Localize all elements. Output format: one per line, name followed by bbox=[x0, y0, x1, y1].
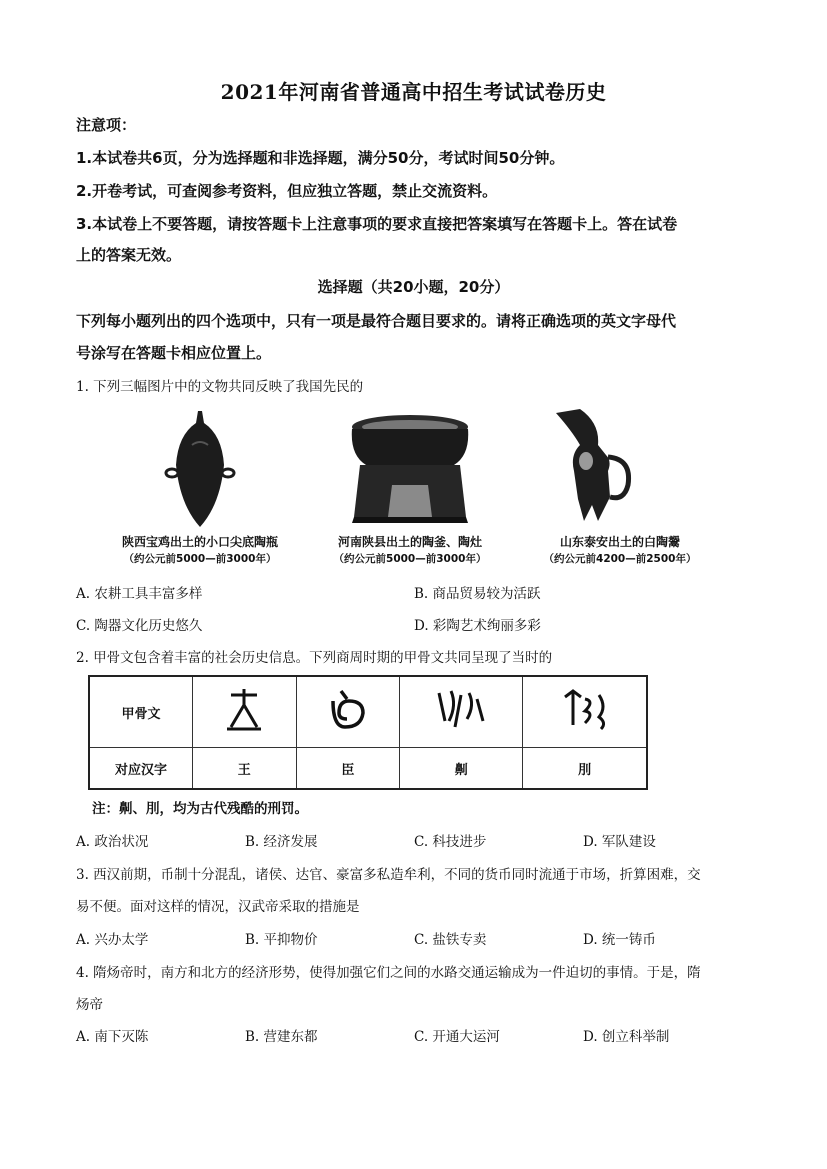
section-instruction-1: 下列每小题列出的四个选项中，只有一项是最符合题目要求的。请将正确选项的英文字母代 bbox=[76, 312, 677, 330]
q2-stem: 2. 甲骨文包含着丰富的社会历史信息。下列商周时期的甲骨文共同呈现了当时的 bbox=[76, 650, 553, 666]
oracle-chen-glyph bbox=[323, 685, 373, 735]
hanzi-row-header: 对应汉字 bbox=[89, 748, 193, 790]
artifact-white-gui bbox=[520, 405, 720, 565]
white-gui-image bbox=[520, 405, 720, 530]
q4-stem-1: 4. 隋炀帝时，南方和北方的经济形势，使得加强它们之间的水路交通运输成为一件迫切的事情。于是，隋 bbox=[76, 965, 701, 981]
q1-stem: 1. 下列三幅图片中的文物共同反映了我国先民的 bbox=[76, 379, 364, 395]
artifact-pot-stove bbox=[310, 405, 510, 565]
oracle-glyph-chen bbox=[296, 676, 400, 748]
q1-option-a[interactable]: A. 农耕工具丰富多样 bbox=[76, 586, 203, 602]
section-instruction-2: 号涂写在答题卡相应位置上。 bbox=[76, 344, 272, 362]
q1-option-c[interactable]: C. 陶器文化历史悠久 bbox=[76, 618, 203, 634]
oracle-glyph-wang bbox=[193, 676, 297, 748]
q3-stem-1: 3. 西汉前期，币制十分混乱，诸侯、达官、豪富多私造牟利，不同的货币同时流通于市场，折算困难，交 bbox=[76, 867, 701, 883]
oracle-bone-table bbox=[88, 675, 648, 790]
hanzi-row bbox=[89, 748, 647, 790]
pot-stove-image bbox=[310, 405, 510, 530]
hanzi-wang: 王 bbox=[193, 748, 297, 790]
q3-stem-2: 易不便。面对这样的情况，汉武帝采取的措施是 bbox=[76, 899, 360, 915]
notice-item-2: 2.开卷考试，可查阅参考资料，但应独立答题，禁止交流资料。 bbox=[76, 182, 498, 200]
oracle-yi-glyph bbox=[431, 685, 491, 735]
q1-artifact-images bbox=[100, 405, 720, 565]
q3-option-d[interactable]: D. 统一铸币 bbox=[583, 932, 656, 948]
artifact-2-caption: 河南陕县出土的陶釜、陶灶 bbox=[337, 535, 482, 549]
hanzi-chen: 臣 bbox=[296, 748, 400, 790]
artifact-1-caption: 陕西宝鸡出土的小口尖底陶瓶 bbox=[121, 535, 278, 549]
q4-option-a[interactable]: A. 南下灭陈 bbox=[76, 1029, 149, 1045]
q2-note: 注：劓、刖，均为古代残酷的刑罚。 bbox=[92, 801, 308, 817]
notice-item-3: 3.本试卷上不要答题，请按答题卡上注意事项的要求直接把答案填写在答题卡上。答在试卷 bbox=[76, 215, 678, 233]
hanzi-yue: 刖 bbox=[523, 748, 647, 790]
notice-item-1: 1.本试卷共6页，分为选择题和非选择题，满分50分，考试时间50分钟。 bbox=[76, 149, 565, 167]
q4-option-d[interactable]: D. 创立科举制 bbox=[583, 1029, 670, 1045]
q1-option-d[interactable]: D. 彩陶艺术绚丽多彩 bbox=[414, 618, 541, 634]
oracle-glyph-yi bbox=[400, 676, 523, 748]
oracle-row bbox=[89, 676, 647, 748]
q3-option-b[interactable]: B. 平抑物价 bbox=[245, 932, 318, 948]
q4-stem-2: 炀帝 bbox=[76, 997, 103, 1013]
artifact-1-date: （约公元前5000—前3000年） bbox=[123, 553, 277, 565]
artifact-pointed-bottle bbox=[100, 405, 300, 565]
exam-title: 2021年河南省普通高中招生考试试卷历史 bbox=[220, 80, 607, 104]
q3-option-c[interactable]: C. 盐铁专卖 bbox=[414, 932, 487, 948]
artifact-2-date: （约公元前5000—前3000年） bbox=[333, 553, 487, 565]
hanzi-yi: 劓 bbox=[400, 748, 523, 790]
artifact-3-caption: 山东泰安出土的白陶鬶 bbox=[559, 535, 680, 549]
oracle-glyph-yue bbox=[523, 676, 647, 748]
q2-option-c[interactable]: C. 科技进步 bbox=[414, 834, 487, 850]
oracle-wang-glyph bbox=[219, 685, 269, 735]
notice-heading: 注意项： bbox=[76, 116, 137, 134]
oracle-row-header: 甲骨文 bbox=[89, 676, 193, 748]
q3-option-a[interactable]: A. 兴办太学 bbox=[76, 932, 149, 948]
section-title: 选择题（共20小题，20分） bbox=[317, 278, 510, 296]
q4-option-b[interactable]: B. 营建东都 bbox=[245, 1029, 318, 1045]
q2-option-b[interactable]: B. 经济发展 bbox=[245, 834, 318, 850]
q4-option-c[interactable]: C. 开通大运河 bbox=[414, 1029, 500, 1045]
pointed-bottle-image bbox=[100, 405, 300, 530]
artifact-3-date: （约公元前4200—前2500年） bbox=[543, 553, 697, 565]
q2-option-a[interactable]: A. 政治状况 bbox=[76, 834, 149, 850]
notice-item-3-cont: 上的答案无效。 bbox=[76, 246, 182, 264]
q2-option-d[interactable]: D. 军队建设 bbox=[583, 834, 656, 850]
q1-option-b[interactable]: B. 商品贸易较为活跃 bbox=[414, 586, 541, 602]
oracle-yue-glyph bbox=[555, 685, 615, 735]
